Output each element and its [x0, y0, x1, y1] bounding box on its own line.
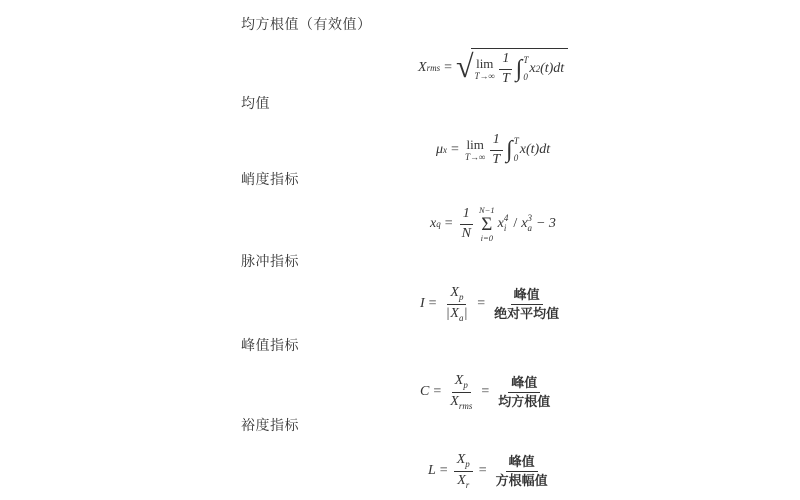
math-sub: p — [463, 380, 468, 390]
math-arg: (t) — [540, 61, 554, 77]
minus-sign: − — [536, 216, 545, 232]
differential: dt — [539, 142, 551, 158]
differential: dt — [553, 61, 565, 77]
supsub — [504, 214, 509, 234]
formula-kurtosis — [430, 206, 556, 243]
fraction-numerator: 1 — [490, 132, 503, 151]
limit — [475, 57, 495, 81]
lim-word: lim — [476, 56, 494, 72]
section-label-margin: 裕度指标 — [241, 417, 299, 433]
section-label-kurtosis: 峭度指标 — [241, 171, 299, 187]
fraction-denominator — [454, 472, 472, 491]
integral — [516, 56, 529, 82]
section-label-impulse: 脉冲指标 — [241, 253, 299, 269]
math-var: x — [521, 216, 528, 232]
math-var: x — [497, 216, 504, 232]
lim-sub: T→∞ — [474, 71, 495, 82]
math-sub: a — [527, 223, 532, 234]
equals-sign: = — [451, 142, 459, 158]
fraction-denominator — [447, 393, 475, 412]
fraction-numerator — [447, 285, 466, 305]
fraction — [499, 51, 513, 88]
math-sub: rms — [426, 62, 441, 73]
math-var: I — [420, 296, 425, 312]
formula-mean — [436, 132, 550, 169]
math-var: X — [450, 285, 459, 300]
fraction-denominator: T — [501, 70, 510, 86]
integral — [506, 137, 519, 163]
equals-sign: = — [444, 216, 453, 232]
equals-sign: = — [444, 59, 452, 75]
supsub — [527, 214, 532, 234]
radicand — [471, 48, 569, 88]
abs-bar: | — [464, 305, 468, 321]
math-sub: p — [458, 292, 464, 302]
fraction — [443, 285, 472, 324]
math-arg: (t) — [525, 142, 540, 158]
fraction-numerator: 峰值 — [511, 287, 543, 305]
fraction-numerator: 峰值 — [508, 375, 540, 393]
integral-limits — [523, 56, 528, 82]
math-var: X — [456, 452, 466, 467]
section-label-mean: 均值 — [241, 95, 270, 111]
math-sub: r — [465, 479, 470, 490]
fraction-numerator: 1 — [499, 51, 512, 70]
math-var: μ — [436, 142, 444, 158]
formula-rms — [418, 48, 568, 88]
equals-sign: = — [433, 384, 442, 400]
equals-sign: = — [481, 384, 490, 400]
math-const: 3 — [548, 216, 556, 232]
fraction-denominator: T — [492, 151, 501, 167]
math-sub: a — [458, 312, 464, 323]
fraction — [459, 206, 474, 243]
math-var: X — [450, 393, 459, 409]
fraction — [454, 452, 473, 491]
equals-sign: = — [428, 296, 437, 312]
math-var: X — [418, 59, 427, 75]
divide-sign: / — [513, 216, 518, 232]
sigma-sign: Σ — [481, 213, 493, 235]
fraction-denominator: 均方根值 — [498, 393, 551, 409]
fraction-numerator: 峰值 — [506, 454, 538, 472]
formula-impulse — [420, 285, 564, 324]
sqrt-expression — [456, 48, 568, 88]
equals-sign: = — [477, 296, 486, 312]
sum-upper: N−1 — [478, 205, 495, 216]
integral-limits — [514, 137, 519, 163]
math-sub: rms — [458, 400, 473, 411]
fraction-numerator: 1 — [460, 206, 473, 225]
fraction — [495, 375, 553, 409]
integral-sign: ∫ — [506, 137, 513, 164]
integral-upper: T — [523, 55, 529, 66]
section-label-crest: 峰值指标 — [241, 337, 299, 353]
math-var: X — [454, 373, 464, 388]
abs-bar: | — [446, 305, 450, 321]
sum-lower: i=0 — [480, 232, 493, 243]
integral-sign: ∫ — [515, 56, 523, 83]
fraction-denominator: N — [461, 225, 471, 241]
math-sub: p — [465, 459, 470, 469]
fraction — [491, 287, 562, 321]
math-sup: 4 — [503, 213, 509, 224]
formula-margin — [428, 452, 553, 491]
summation — [479, 206, 495, 242]
limit — [465, 138, 485, 162]
math-var: L — [428, 463, 436, 479]
math-var: X — [450, 305, 459, 321]
section-label-rms: 均方根值（有效值） — [241, 16, 372, 32]
math-var: x — [430, 216, 437, 232]
math-var: x — [529, 61, 536, 77]
fraction — [489, 132, 503, 169]
math-sub: q — [436, 219, 441, 230]
fraction — [447, 373, 475, 412]
integral-lower: 0 — [513, 153, 519, 164]
math-var: C — [420, 384, 430, 400]
equals-sign: = — [439, 463, 448, 479]
integral-upper: T — [513, 136, 519, 147]
fraction-denominator: 绝对平均值 — [494, 305, 560, 321]
fraction-numerator — [452, 373, 471, 393]
lim-sub: T→∞ — [464, 152, 486, 163]
fraction-numerator — [454, 452, 473, 472]
math-var: X — [457, 472, 466, 488]
fraction-denominator: 方根幅值 — [495, 472, 548, 488]
fraction-denominator — [443, 305, 472, 324]
fraction — [493, 454, 551, 488]
math-var: x — [519, 142, 526, 158]
formula-crest — [420, 373, 555, 412]
math-sub: i — [503, 223, 507, 234]
radical-sign: √ — [455, 47, 474, 84]
math-sub: x — [443, 145, 448, 156]
integral-lower: 0 — [523, 72, 528, 83]
math-sup: 2 — [535, 64, 541, 75]
math-sup: 3 — [527, 213, 532, 224]
lim-word: lim — [466, 137, 484, 153]
equals-sign: = — [478, 463, 487, 479]
